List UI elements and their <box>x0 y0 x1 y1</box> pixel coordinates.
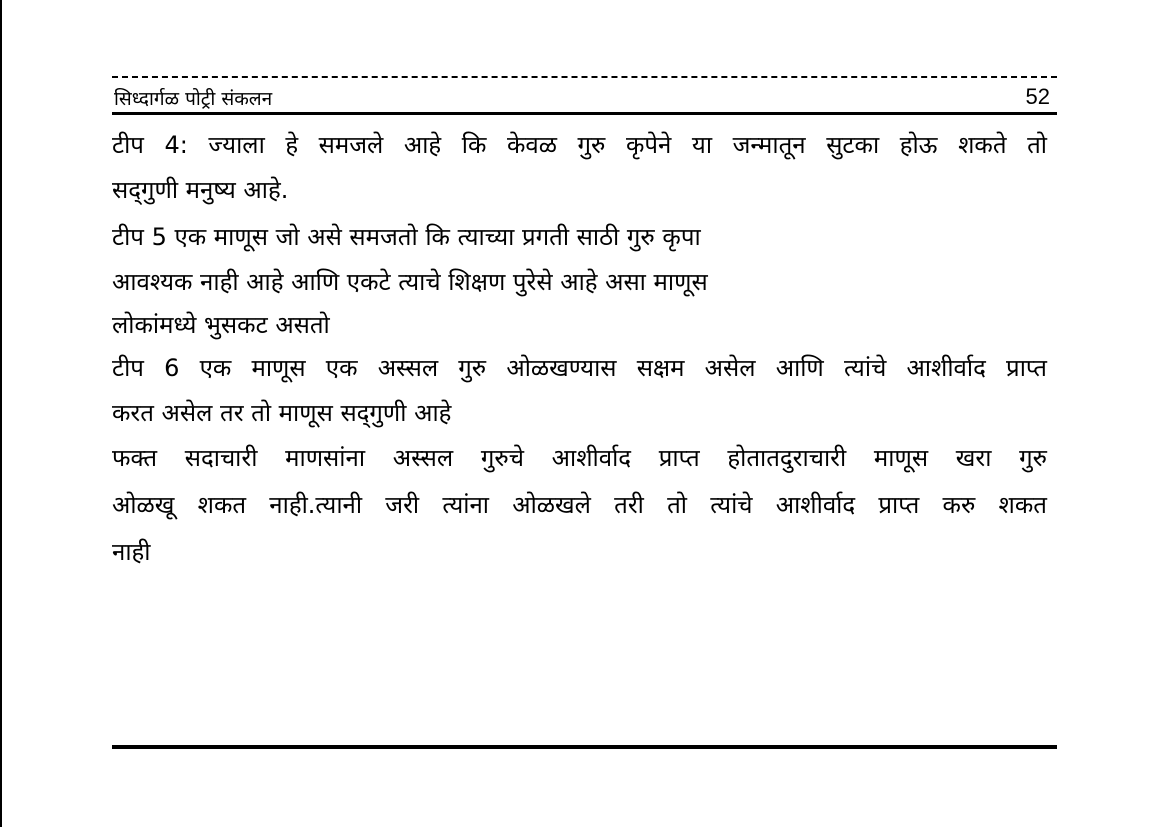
body-line-1: टीप 4: ज्याला हे समजले आहे कि केवळ गुरु कृपेने या जन्मातून सुटका होऊ शकते तो <box>112 131 1047 159</box>
page-number: 52 <box>1025 84 1050 109</box>
body-line-5: लोकांमध्ये भुसकट असतो <box>112 311 330 339</box>
header-rule <box>112 112 1057 115</box>
running-header-title: सिध्दार्गळ पोट्री संकलन <box>114 88 273 110</box>
body-line-9: ओळखू शकत नाही.त्यानी जरी त्यांना ओळखले तरी तो त्यांचे आशीर्वाद प्राप्त करु शकत <box>112 491 1047 519</box>
page-left-border <box>0 0 2 827</box>
body-line-3: टीप 5 एक माणूस जो असे समजतो कि त्याच्या प्रगती साठी गुरु कृपा <box>112 223 701 251</box>
body-line-8: फक्त सदाचारी माणसांना अस्सल गुरुचे आशीर्वाद प्राप्त होतातदुराचारी माणूस खरा गुरु <box>112 444 1047 472</box>
header-dashed-rule <box>112 76 1057 78</box>
body-line-4: आवश्यक नाही आहे आणि एकटे त्याचे शिक्षण पुरेसे आहे असा माणूस <box>112 268 708 296</box>
body-line-6: टीप 6 एक माणूस एक अस्सल गुरु ओळखण्यास सक्षम असेल आणि त्यांचे आशीर्वाद प्राप्त <box>112 354 1047 382</box>
footer-rule <box>112 745 1057 749</box>
body-line-7: करत असेल तर तो माणूस सद्‌गुणी आहे <box>112 399 452 427</box>
body-line-2: सद्‌गुणी मनुष्य आहे. <box>112 176 289 204</box>
body-line-10: नाही <box>112 538 151 566</box>
